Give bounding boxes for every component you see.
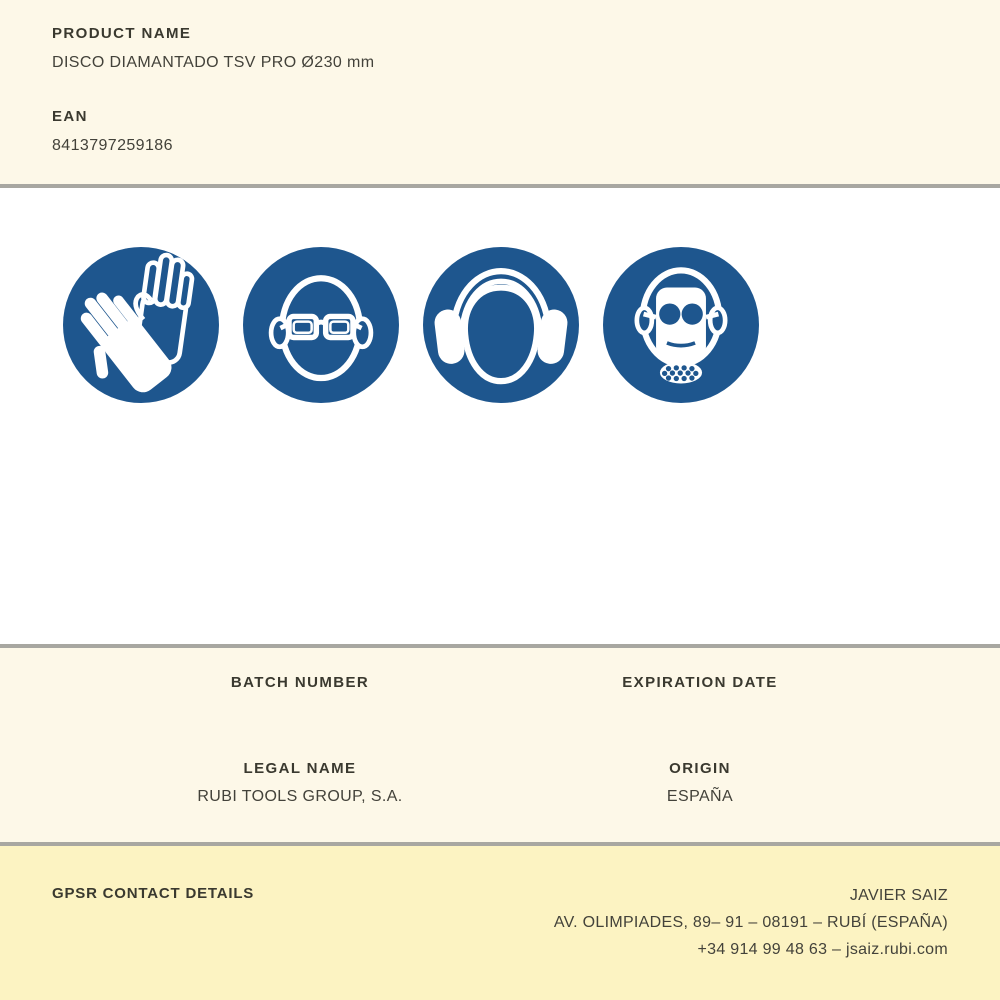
gpsr-contact-heading: GPSR CONTACT DETAILS xyxy=(52,885,255,902)
ean-label: EAN xyxy=(52,108,88,125)
batch-number-field xyxy=(100,674,500,692)
legal-name-label: LEGAL NAME xyxy=(243,760,357,777)
wear-ear-protection-icon xyxy=(423,247,579,403)
legal-name-field xyxy=(100,760,500,806)
contact-person-name: JAVIER SAIZ xyxy=(849,887,948,904)
ean-value: 8413797259186 xyxy=(52,137,173,154)
origin-label: ORIGIN xyxy=(669,760,731,777)
batch-number-label: BATCH NUMBER xyxy=(230,674,370,691)
details-row-1 xyxy=(100,674,900,692)
product-name-field xyxy=(52,25,948,72)
details-row-2 xyxy=(100,760,900,806)
contact-phone-site: +34 914 99 48 63 – jsaiz.rubi.com xyxy=(697,941,948,958)
ean-field xyxy=(52,108,948,155)
product-name-value: DISCO DIAMANTADO TSV PRO Ø230 mm xyxy=(52,54,375,71)
origin-field xyxy=(500,760,900,806)
gpsr-contact-section xyxy=(0,846,1000,1000)
details-section xyxy=(0,648,1000,842)
product-name-label: PRODUCT NAME xyxy=(52,25,192,42)
expiration-date-label: EXPIRATION DATE xyxy=(622,674,778,691)
safety-icons-row xyxy=(0,188,1000,403)
contact-address: AV. OLIMPIADES, 89– 91 – 08191 – RUBÍ (ESPAÑA) xyxy=(553,914,948,931)
wear-respirator-icon xyxy=(603,247,759,403)
wear-gloves-icon xyxy=(63,247,219,403)
expiration-date-field xyxy=(500,674,900,692)
product-header-section xyxy=(0,0,1000,184)
legal-name-value: RUBI TOOLS GROUP, S.A. xyxy=(197,788,403,805)
safety-icons-section xyxy=(0,188,1000,644)
wear-eye-protection-icon xyxy=(243,247,399,403)
gpsr-contact-block xyxy=(554,882,948,963)
origin-value: ESPAÑA xyxy=(666,788,734,805)
